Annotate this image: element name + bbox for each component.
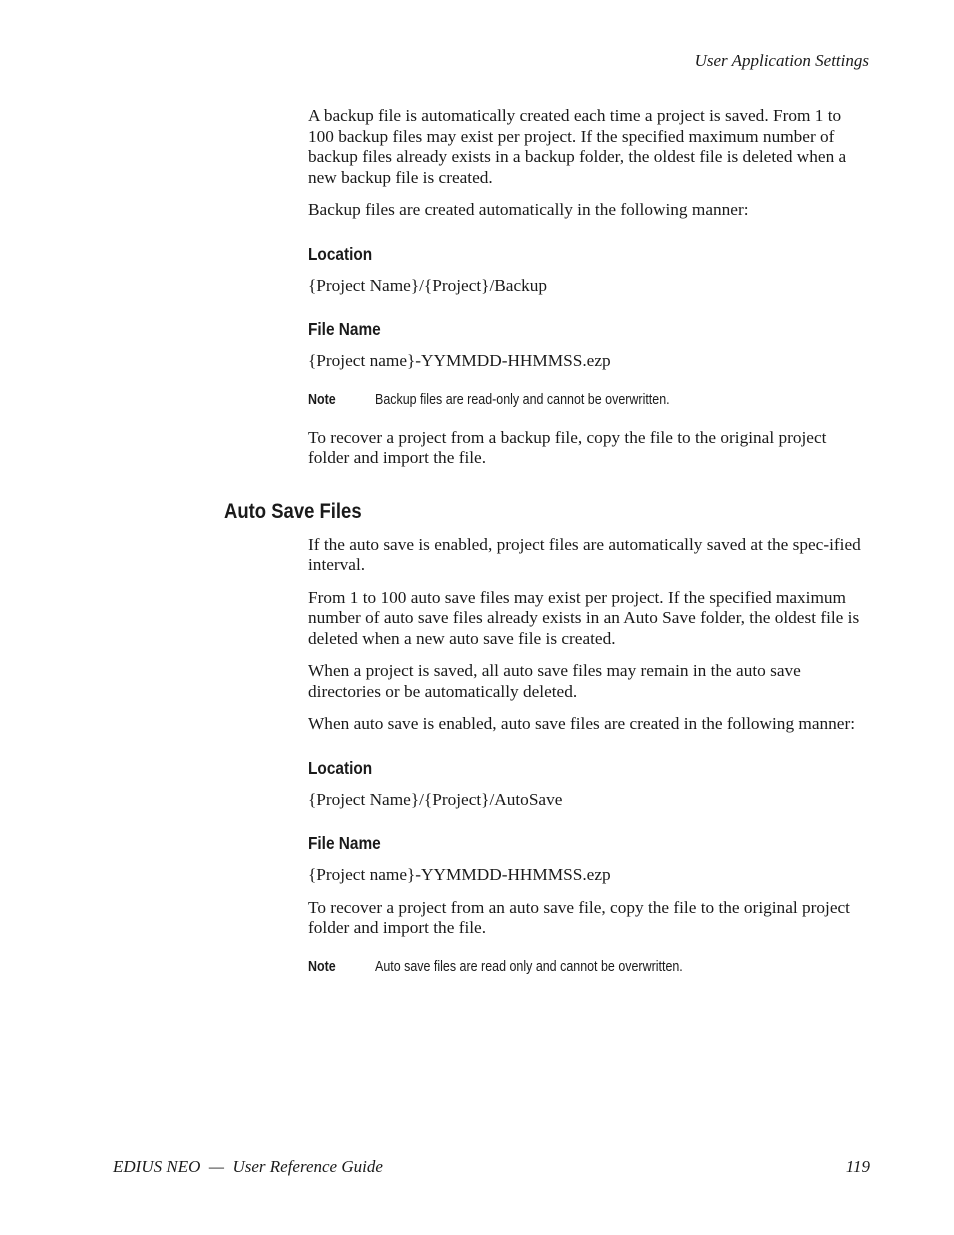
footer-guide-title: EDIUS NEO — User Reference Guide bbox=[113, 1157, 383, 1176]
backup-recover-paragraph: To recover a project from a backup file, copy the file to the original project folder and import the file. bbox=[308, 427, 827, 467]
autosave-paragraph-saved: When a project is saved, all auto save files may remain in the auto save directories or be automatically deleted. bbox=[308, 661, 801, 701]
autosave-location-heading: Location bbox=[308, 757, 373, 778]
auto-save-section-title: Auto Save Files bbox=[224, 499, 362, 523]
backup-note bbox=[308, 392, 870, 408]
backup-manner-paragraph: Backup files are created automatically in the following manner: bbox=[308, 200, 749, 219]
backup-location-path: {Project Name}/{Project}/Backup bbox=[308, 275, 548, 295]
autosave-paragraph-manner: When auto save is enabled, auto save files are created in the following manner: bbox=[308, 714, 856, 733]
backup-intro-paragraph: A backup file is automatically created each time a project is saved. From 1 to 100 backup files may exist per project. If the specified maximum number of backup files already exists in a backup folder, the oldest file is deleted when a new backup file is created. bbox=[308, 106, 847, 187]
running-footer bbox=[113, 1156, 870, 1178]
note-text: Auto save files are read only and cannot be overwritten. bbox=[375, 958, 683, 975]
autosave-filename-pattern: {Project name}-YYMMDD-HHMMSS.ezp bbox=[308, 865, 611, 884]
backup-filename-heading: File Name bbox=[308, 319, 381, 339]
autosave-filename-heading: File Name bbox=[308, 833, 381, 853]
autosave-note bbox=[308, 959, 870, 975]
autosave-paragraph-count: From 1 to 100 auto save files may exist per project. If the specified maximum number of auto save files already exists in an Auto Save folder, the oldest file is deleted when a new auto save file is created. bbox=[308, 587, 860, 648]
autosave-location-path: {Project Name}/{Project}/AutoSave bbox=[308, 789, 563, 809]
backup-filename-pattern: {Project name}-YYMMDD-HHMMSS.ezp bbox=[308, 351, 611, 370]
note-label: Note bbox=[308, 958, 336, 975]
page-number: 119 bbox=[845, 1157, 870, 1176]
autosave-recover-paragraph: To recover a project from an auto save file, copy the file to the original project folder and import the file. bbox=[308, 897, 850, 937]
backup-location-heading: Location bbox=[308, 243, 373, 264]
page-content bbox=[224, 106, 870, 995]
note-label: Note bbox=[308, 391, 336, 408]
running-header: User Application Settings bbox=[694, 51, 869, 70]
note-text: Backup files are read-only and cannot be overwritten. bbox=[375, 391, 670, 408]
autosave-paragraph-enabled: If the auto save is enabled, project files are automatically saved at the spec-ified interval. bbox=[308, 534, 861, 574]
